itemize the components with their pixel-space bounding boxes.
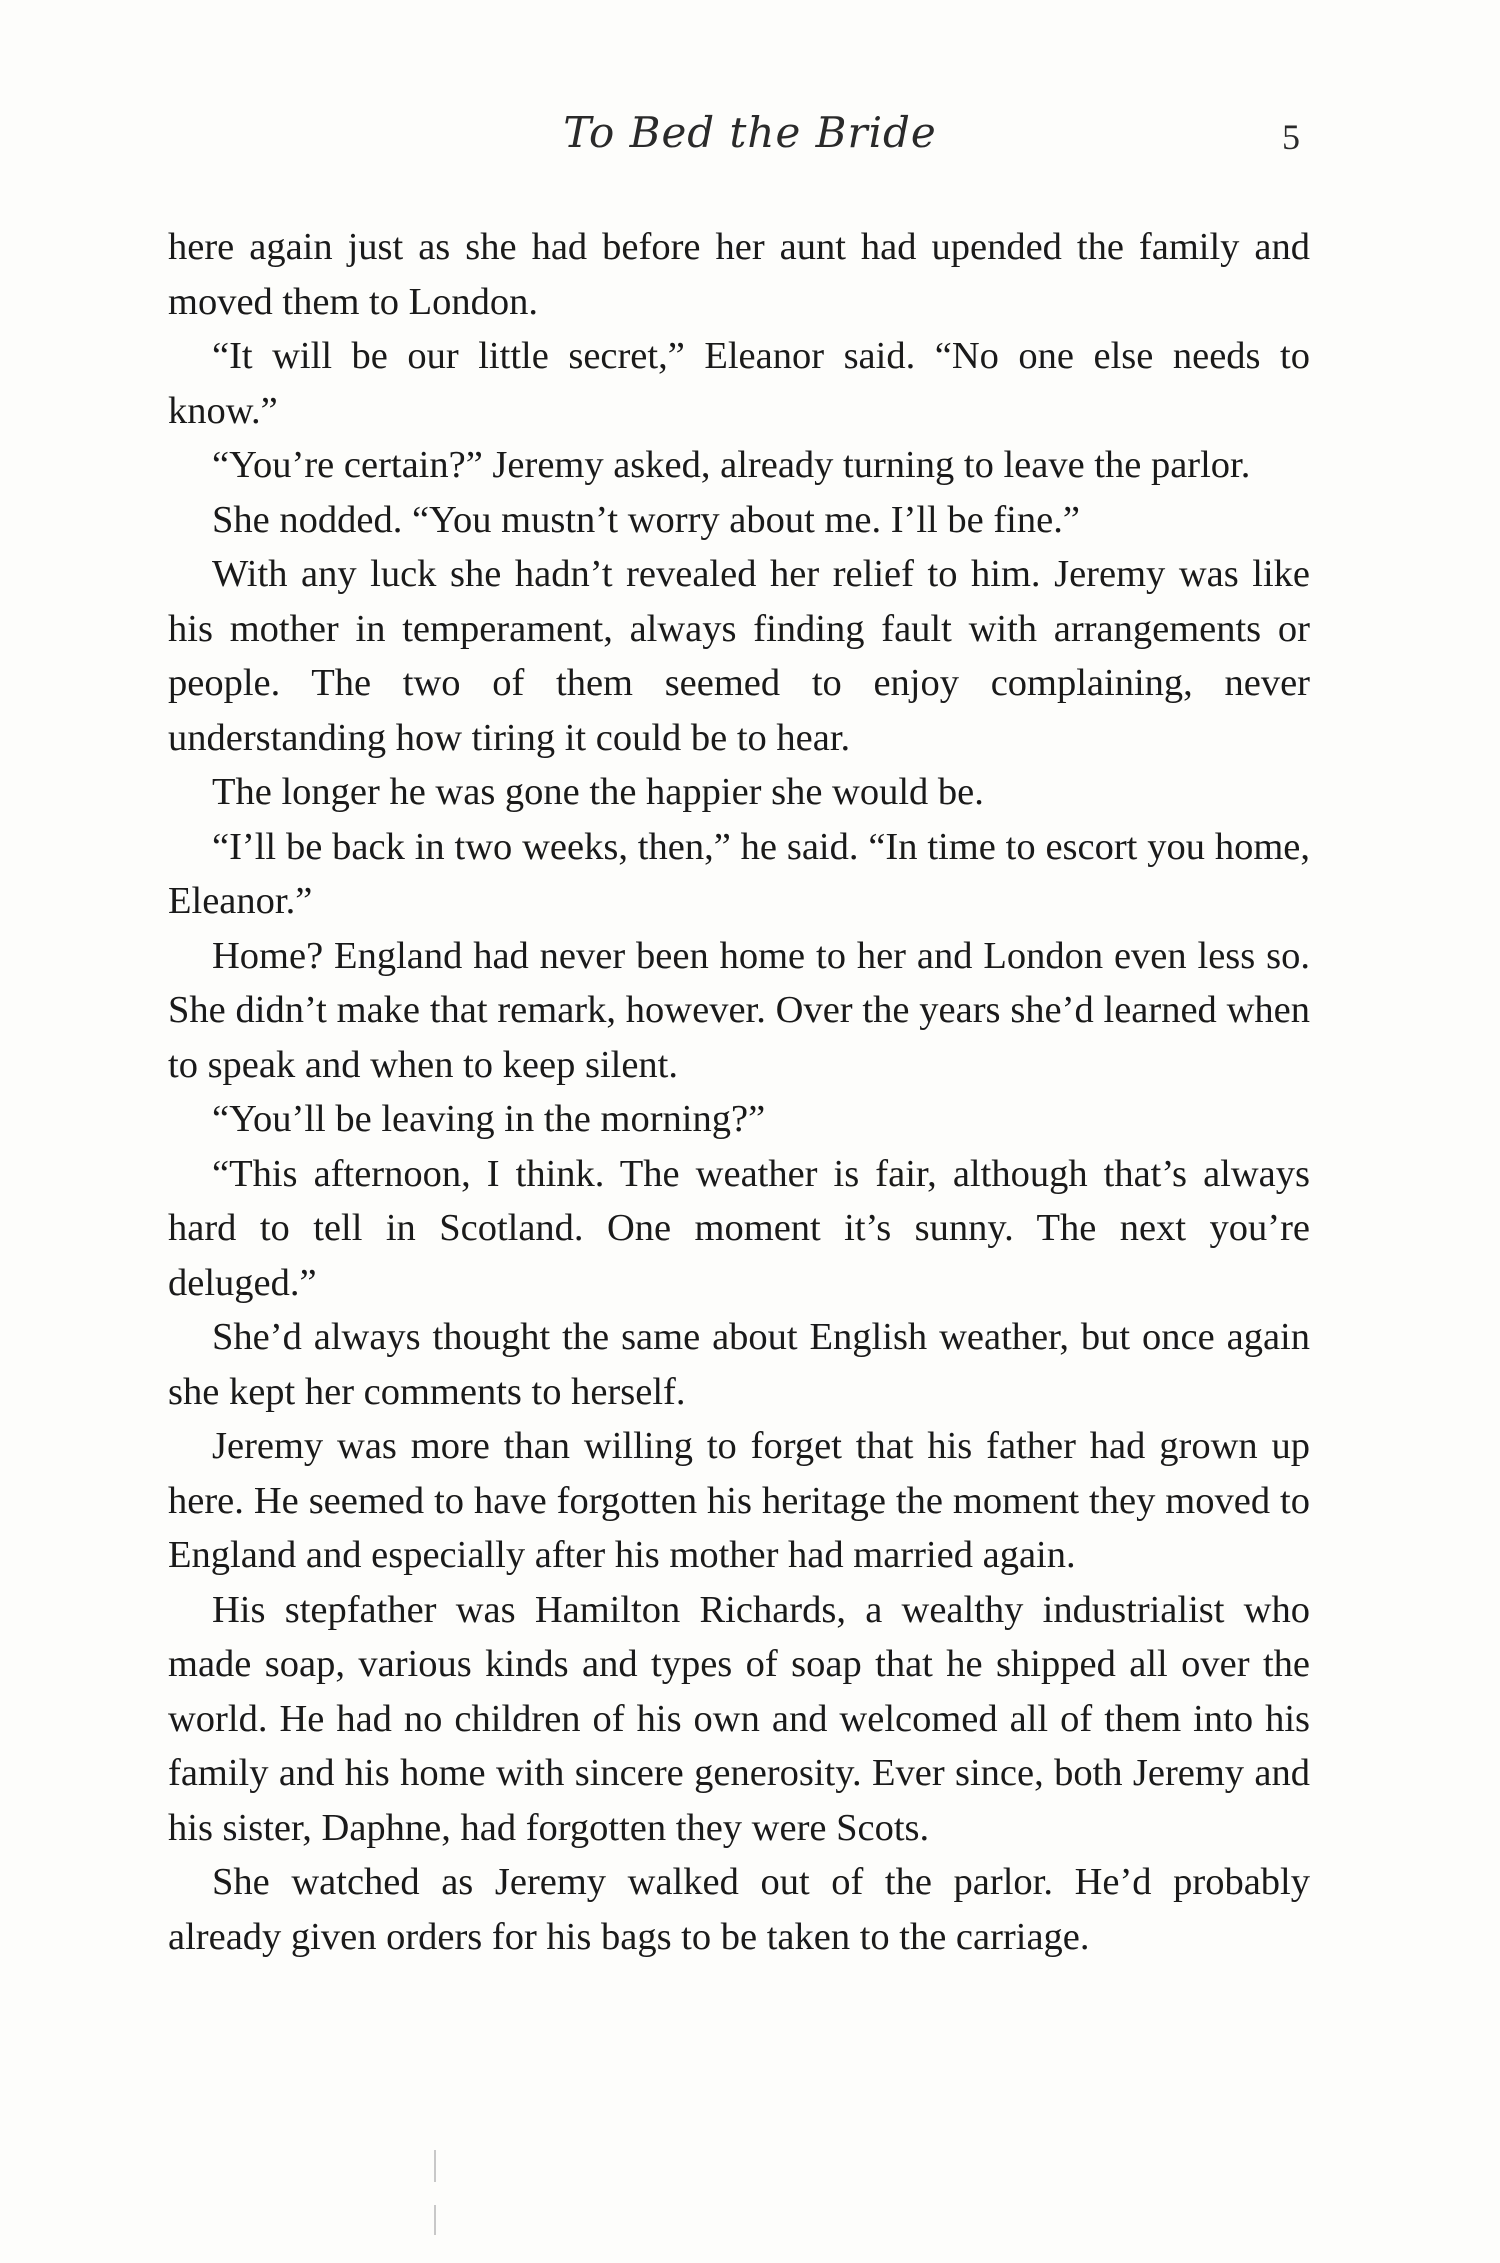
paragraph: here again just as she had before her aunt had upended the family and moved them to London. — [168, 226, 1310, 323]
paragraph: She watched as Jeremy walked out of the parlor. He’d probably already given orders for his bags to be taken to the carriage. — [168, 1861, 1310, 1958]
paragraph: “This afternoon, I think. The weather is fair, although that’s always hard to tell in Scotland. One moment it’s sunny. The next you’re deluged.” — [168, 1152, 1310, 1304]
paragraph: “I’ll be back in two weeks, then,” he said. “In time to escort you home, Eleanor.” — [168, 825, 1310, 922]
page-number: 5 — [1282, 117, 1300, 157]
paragraph: “It will be our little secret,” Eleanor said. “No one else needs to know.” — [168, 335, 1310, 432]
scan-mark — [434, 2150, 436, 2182]
running-header-title: To Bed the Bride — [563, 108, 937, 157]
paragraph: His stepfather was Hamilton Richards, a wealthy industrialist who made soap, various kinds and types of soap that he shipped all over the world. He had no children of his own and welcomed all of them into his family and his home with sincere generosity. Ever since, both Jeremy and his sister, Daphne, had forgotten they were Scots. — [168, 1588, 1310, 1849]
paragraph: She nodded. “You mustn’t worry about me. I’ll be fine.” — [212, 498, 1080, 541]
paragraph: Home? England had never been home to her and London even less so. She didn’t make that remark, however. Over the years she’d learned when to speak and when to keep silent. — [168, 934, 1310, 1086]
paragraph: The longer he was gone the happier she would be. — [212, 771, 984, 813]
scan-mark — [434, 2205, 436, 2235]
paragraph: “You’ll be leaving in the morning?” — [212, 1098, 766, 1140]
body-text — [168, 220, 1310, 1964]
paragraph: “You’re certain?” Jeremy asked, already turning to leave the parlor. — [212, 444, 1251, 486]
paragraph: Jeremy was more than willing to forget that his father had grown up here. He seemed to have forgotten his heritage the moment they moved to England and especially after his mother had married again. — [168, 1425, 1310, 1576]
paragraph: She’d always thought the same about English weather, but once again she kept her comments to herself. — [168, 1316, 1310, 1413]
paragraph: With any luck she hadn’t revealed her relief to him. Jeremy was like his mother in temperament, always finding fault with arrangements or people. The two of them seemed to enjoy complaining, never understanding how tiring it could be to hear. — [168, 553, 1310, 759]
